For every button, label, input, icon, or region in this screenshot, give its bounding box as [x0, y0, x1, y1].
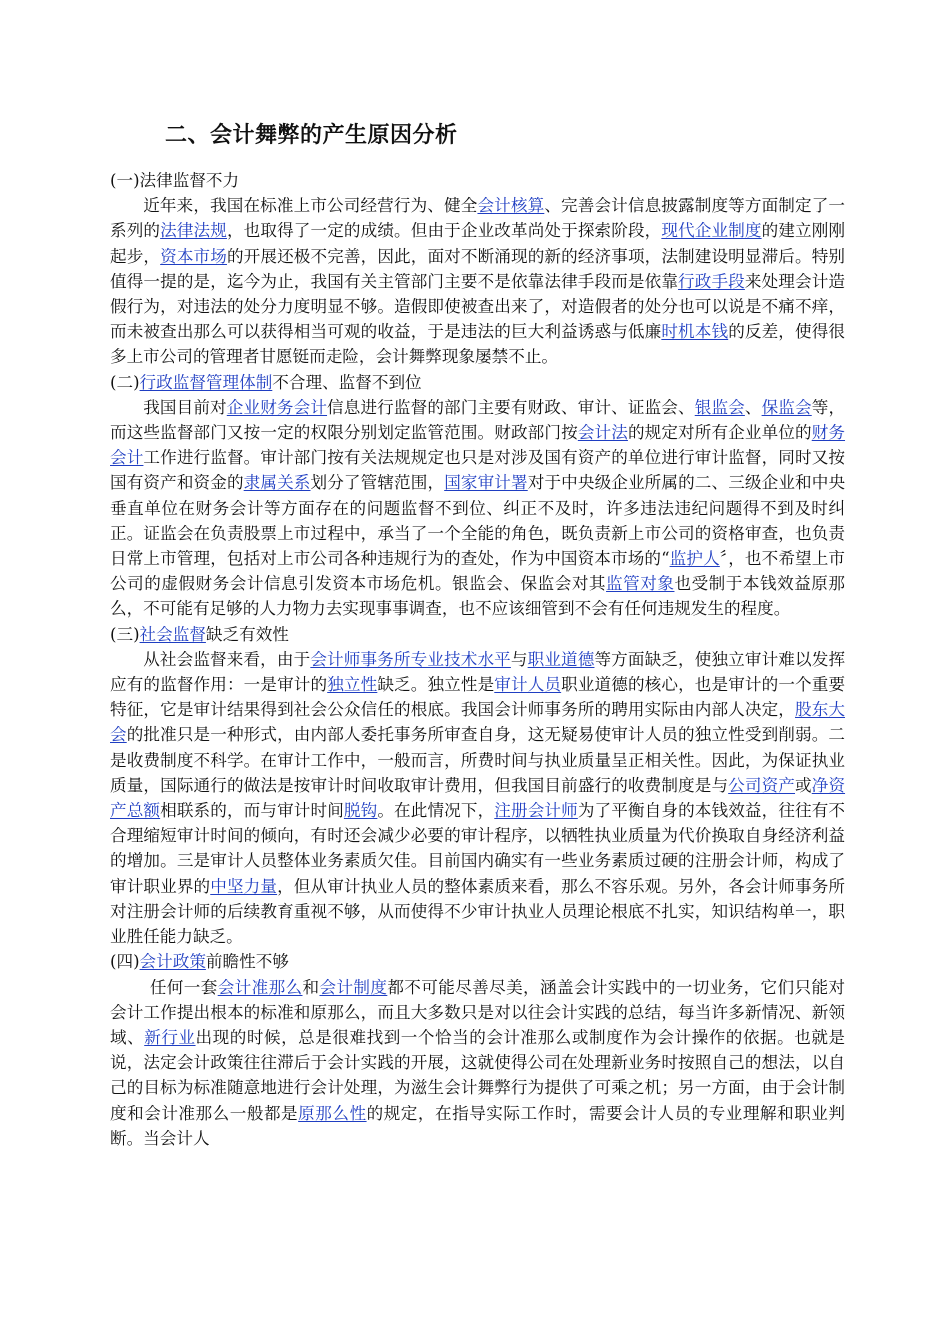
hyperlink[interactable]: 公司资产 [728, 775, 796, 795]
hyperlink[interactable]: 监护人 [669, 549, 720, 569]
hyperlink[interactable]: 法律法规 [160, 221, 227, 241]
body-paragraph [110, 975, 845, 1151]
text-run: 不合理、监督不到位 [272, 372, 422, 392]
text-run: 工作进行监督。审计部门按有关法规规定也只是对涉及国有资产的单位进行审计监督，同时又按国有资产和资金的 [110, 448, 846, 493]
text-run: 来处理会计造假行为，对违法的处分力度明显不够。造假即使被查出来了，对造假者的处分也可以说是不痛不痒，而未被查出那么可以获得相当可观的收益，于是违法的巨大利益诱惑与低廉 [110, 271, 846, 342]
hyperlink[interactable]: 财务会计 [110, 423, 846, 468]
hyperlink[interactable]: 会计制度 [319, 977, 388, 997]
hyperlink[interactable]: 隶属关系 [243, 473, 311, 493]
text-run: 与 [510, 649, 528, 669]
text-run: 、完善会计信息披露制度等方面制定了一系列的 [110, 196, 846, 241]
text-run: 近年来，我国在标准上市公司经营行为、健全 [143, 196, 478, 216]
text-run: 任何一套 [149, 977, 218, 997]
text-run: 对于中央级企业所属的二、三级企业和中央垂直单位在财务会计等方面存在的问题监督不到位、纠正不及时，许多违法违纪问题得不到及时纠正。证监会在负责股票上市过程中，承当了一个全能的角色，既负责新上市公司的资格审查，也负责日常上市管理，包括对上市公司各种违规行为的查处，作为中国资本市场的“ [110, 473, 846, 569]
hyperlink[interactable]: 国家审计署 [444, 473, 528, 493]
hyperlink[interactable]: 会计准那么 [217, 977, 303, 997]
text-run: (一)法律监督不力 [110, 171, 240, 190]
text-run: 等，而这些监督部门又按一定的权限分别划定监管范围。财政部门按 [110, 397, 846, 443]
text-run: 信息进行监督的部门主要有财政、审计、证监会、 [327, 397, 695, 417]
hyperlink[interactable]: 审计人员 [494, 675, 562, 695]
text-run: 的开展还极不完善，因此，面对不断涌现的新的经济事项，法制建设明显滞后。特别值得一提的是，迄今为止，我国有关主管部门主要不是依靠法律手段而是依靠 [110, 246, 846, 291]
hyperlink[interactable]: 会计法 [577, 423, 628, 443]
text-run: (三) [110, 624, 140, 644]
section-heading [110, 622, 845, 647]
text-run: 相联系的，而与审计时间 [160, 801, 344, 821]
hyperlink[interactable]: 社会监督 [139, 624, 206, 644]
text-run: 也受制于本钱效益原那么，不可能有足够的人力物力去实现事事调查，也不应该细管到不会有任何违规发生的程度。 [110, 574, 846, 619]
text-run: 〞，也不希望上市公司的虚假财务会计信息引发资本市场危机。银监会、保监会对其 [110, 549, 846, 594]
text-run: 或 [795, 775, 812, 795]
page-title: 二、会计舞弊的产生原因分析 [165, 123, 458, 148]
section-heading [110, 949, 845, 974]
text-run: (四) [110, 952, 140, 972]
text-run: 等方面缺乏，使独立审计难以发挥应有的监督作用：一是审计的 [110, 649, 846, 695]
hyperlink[interactable]: 保监会 [761, 397, 812, 417]
text-run: 缺乏有效性 [205, 624, 289, 644]
text-run: ，但从审计执业人员的整体素质来看，那么不容乐观。另外，各会计师事务所对注册会计师的后续教育重视不够，从而使得不少审计执业人员理论根底不扎实，知识结构单一，职业胜任能力缺乏。 [110, 876, 846, 947]
hyperlink[interactable]: 会计政策 [139, 952, 206, 972]
hyperlink[interactable]: 时机本钱 [661, 322, 729, 342]
hyperlink[interactable]: 净资产总额 [110, 775, 846, 821]
text-run: 缺乏。独立性是 [377, 675, 495, 695]
body-paragraph [110, 395, 845, 622]
hyperlink[interactable]: 行政手段 [678, 271, 745, 291]
hyperlink[interactable]: 中坚力量 [210, 876, 278, 896]
hyperlink[interactable]: 新行业 [144, 1027, 196, 1047]
text-run: 的批准只是一种形式，由内部人委托事务所审查自身，这无疑易使审计人员的独立性受到削弱。二是收费制度不科学。在审计工作中，一般而言，所费时间与执业质量呈正相关性。因此，为保证执业质量，国际通行的做法是按审计时间收取审计费用，但我国目前盛行的收费制度是与 [110, 725, 846, 795]
text-run: ，也取得了一定的成绩。但由于企业改革尚处于探索阶段， [226, 221, 662, 241]
hyperlink[interactable]: 会计师事务所专业技术水平 [310, 649, 511, 669]
text-run: 为了平衡自身的本钱效益，往往有不合理缩短审计时间的倾向，有时还会减少必要的审计程序，以牺牲执业质量为代价换取自身经济利益的增加。三是审计人员整体业务素质欠佳。目前国内确实有一些业务素质过硬的注册会计师，构成了审计职业界的 [110, 801, 846, 896]
hyperlink[interactable]: 企业财务会计 [226, 397, 328, 417]
document-page [110, 116, 845, 1151]
hyperlink[interactable]: 脱钩 [343, 801, 378, 821]
text-run: 从社会监督来看，由于 [143, 649, 311, 669]
text-run: 划分了管辖范围， [310, 473, 445, 493]
hyperlink[interactable]: 监管对象 [606, 574, 675, 594]
section-heading [110, 168, 845, 193]
text-run: 职业道德的核心，也是审计的一个重要特征，它是审计结果得到社会公众信任的根底。我国会计师事务所的聘用实际由内部人决定， [110, 675, 846, 720]
text-run: 的规定，在指导实际工作时，需要会计人员的专业理解和职业判断。当会计人 [110, 1103, 846, 1148]
hyperlink[interactable]: 注册会计师 [494, 801, 578, 821]
hyperlink[interactable]: 现代企业制度 [661, 221, 762, 241]
document-body [110, 168, 845, 1151]
text-run: 前瞻性不够 [205, 952, 289, 972]
text-run: 和 [302, 977, 320, 997]
body-paragraph [110, 647, 845, 949]
hyperlink[interactable]: 银监会 [694, 397, 745, 417]
text-run: 的规定对所有企业单位的 [627, 423, 812, 443]
text-run: 。在此情况下， [377, 801, 495, 821]
text-run: 出现的时候，总是很难找到一个恰当的会计准那么或制度作为会计操作的依据。也就是说，法定会计政策往往滞后于会计实践的开展，这就使得公司在处理新业务时按照自己的想法，以自己的目标为标准随意地进行会计处理，为滋生会计舞弊行为提供了可乘之机；另一方面，由于会计制度和会计准那么一般都是 [110, 1027, 846, 1123]
hyperlink[interactable]: 独立性 [327, 675, 378, 695]
hyperlink[interactable]: 股东大会 [110, 700, 846, 745]
section-heading [110, 370, 845, 395]
hyperlink[interactable]: 会计核算 [477, 196, 545, 216]
text-run: 的建立刚刚起步， [110, 221, 846, 266]
text-run: 都不可能尽善尽美，涵盖会计实践中的一切业务，它们只能对会计工作提出根本的标准和原那么，而且大多数只是对以往会计实践的总结，每当许多新情况、新领域、 [110, 977, 846, 1047]
hyperlink[interactable]: 行政监督管理体制 [139, 372, 273, 392]
text-run: 我国目前对 [143, 397, 227, 417]
text-run: 、 [744, 397, 762, 417]
hyperlink[interactable]: 职业道德 [527, 649, 595, 669]
text-run: 的反差，使得很多上市公司的管理者甘愿铤而走险，会计舞弊现象屡禁不止。 [110, 322, 846, 367]
hyperlink[interactable]: 原那么性 [298, 1103, 367, 1123]
body-paragraph [110, 193, 845, 369]
hyperlink[interactable]: 资本市场 [160, 246, 227, 266]
text-run: (二) [110, 372, 140, 392]
